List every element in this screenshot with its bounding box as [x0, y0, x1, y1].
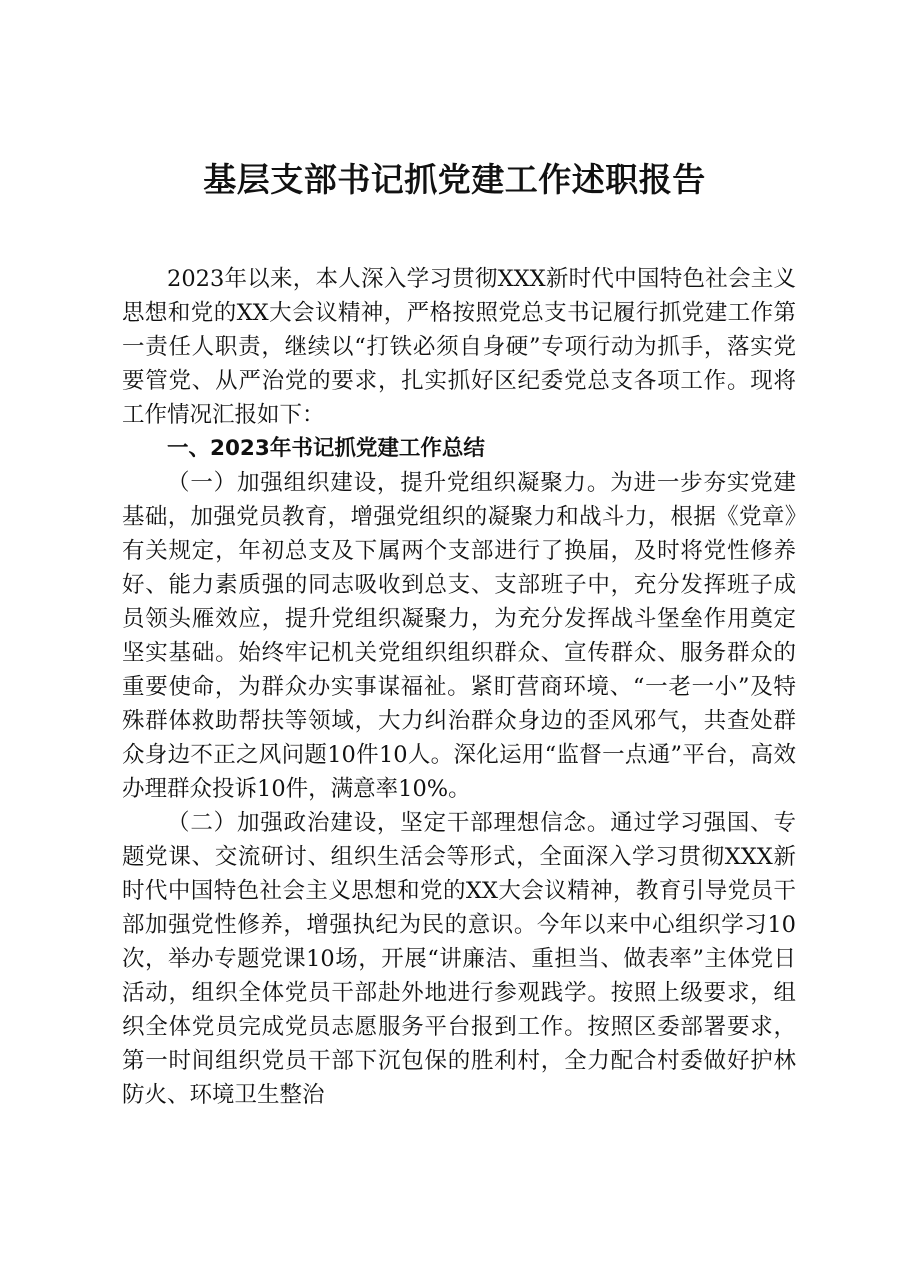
subsection-body-2: 通过学习强国、专题党课、交流研讨、组织生活会等形式，全面深入学习贯彻XXX新时代中国特色社会主义思想和党的XX大会议精神，教育引导党员干部加强党性修养，增强执纪为民的意识。今年以来中心组织学习10次，举办专题党课10场，开展“讲廉洁、重担当、做表率”主体党日活动，组织全体党员干部赴外地进行参观践学。按照上级要求，组织全体党员完成党员志愿服务平台报到工作。按照区委部署要求，第一时间组织党员干部下沉包保的胜利村，全力配合村委做好护林防火、环境卫生整治 — [122, 810, 796, 1108]
subsection-body-1: 为进一步夯实党建基础，加强党员教育，增强党组织的凝聚力和战斗力，根据《党章》有关规定，年初总支及下属两个支部进行了换届，及时将党性修养好、能力素质强的同志吸收到总支、支部班子中，充分发挥班子成员领头雁效应，提升党组织凝聚力，为充分发挥战斗堡垒作用奠定坚实基础。始终牢记机关党组织组织群众、宣传群众、服务群众的重要使命，为群众办实事谋福祉。紧盯营商环境、“一老一小”及特殊群体救助帮扶等领域，大力纠治群众身边的歪风邪气，共查处群众身边不正之风问题10件10人。深化运用“监督一点通”平台，高效办理群众投诉10件，满意率10%。 — [122, 470, 796, 802]
section-heading: 一、2023年书记抓党建工作总结 — [167, 436, 485, 461]
subsection-paragraph-1 — [122, 466, 796, 806]
intro-paragraph: 2023年以来，本人深入学习贯彻XXX新时代中国特色社会主义思想和党的XX大会议精神，严格按照党总支书记履行抓党建工作第一责任人职责，继续以“打铁必须自身硬”专项行动为抓手，落实党要管党、从严治党的要求，扎实抓好区纪委党总支各项工作。现将工作情况汇报如下： — [122, 266, 796, 428]
subsection-lead-1: （一）加强组织建设，提升党组织凝聚力。 — [167, 470, 611, 496]
document-title: 基层支部书记抓党建工作述职报告 — [203, 160, 706, 199]
subsection-paragraph-2 — [122, 806, 796, 1112]
document-body — [122, 262, 796, 1112]
subsection-lead-2: （二）加强政治建设，坚定干部理想信念。 — [167, 810, 611, 836]
